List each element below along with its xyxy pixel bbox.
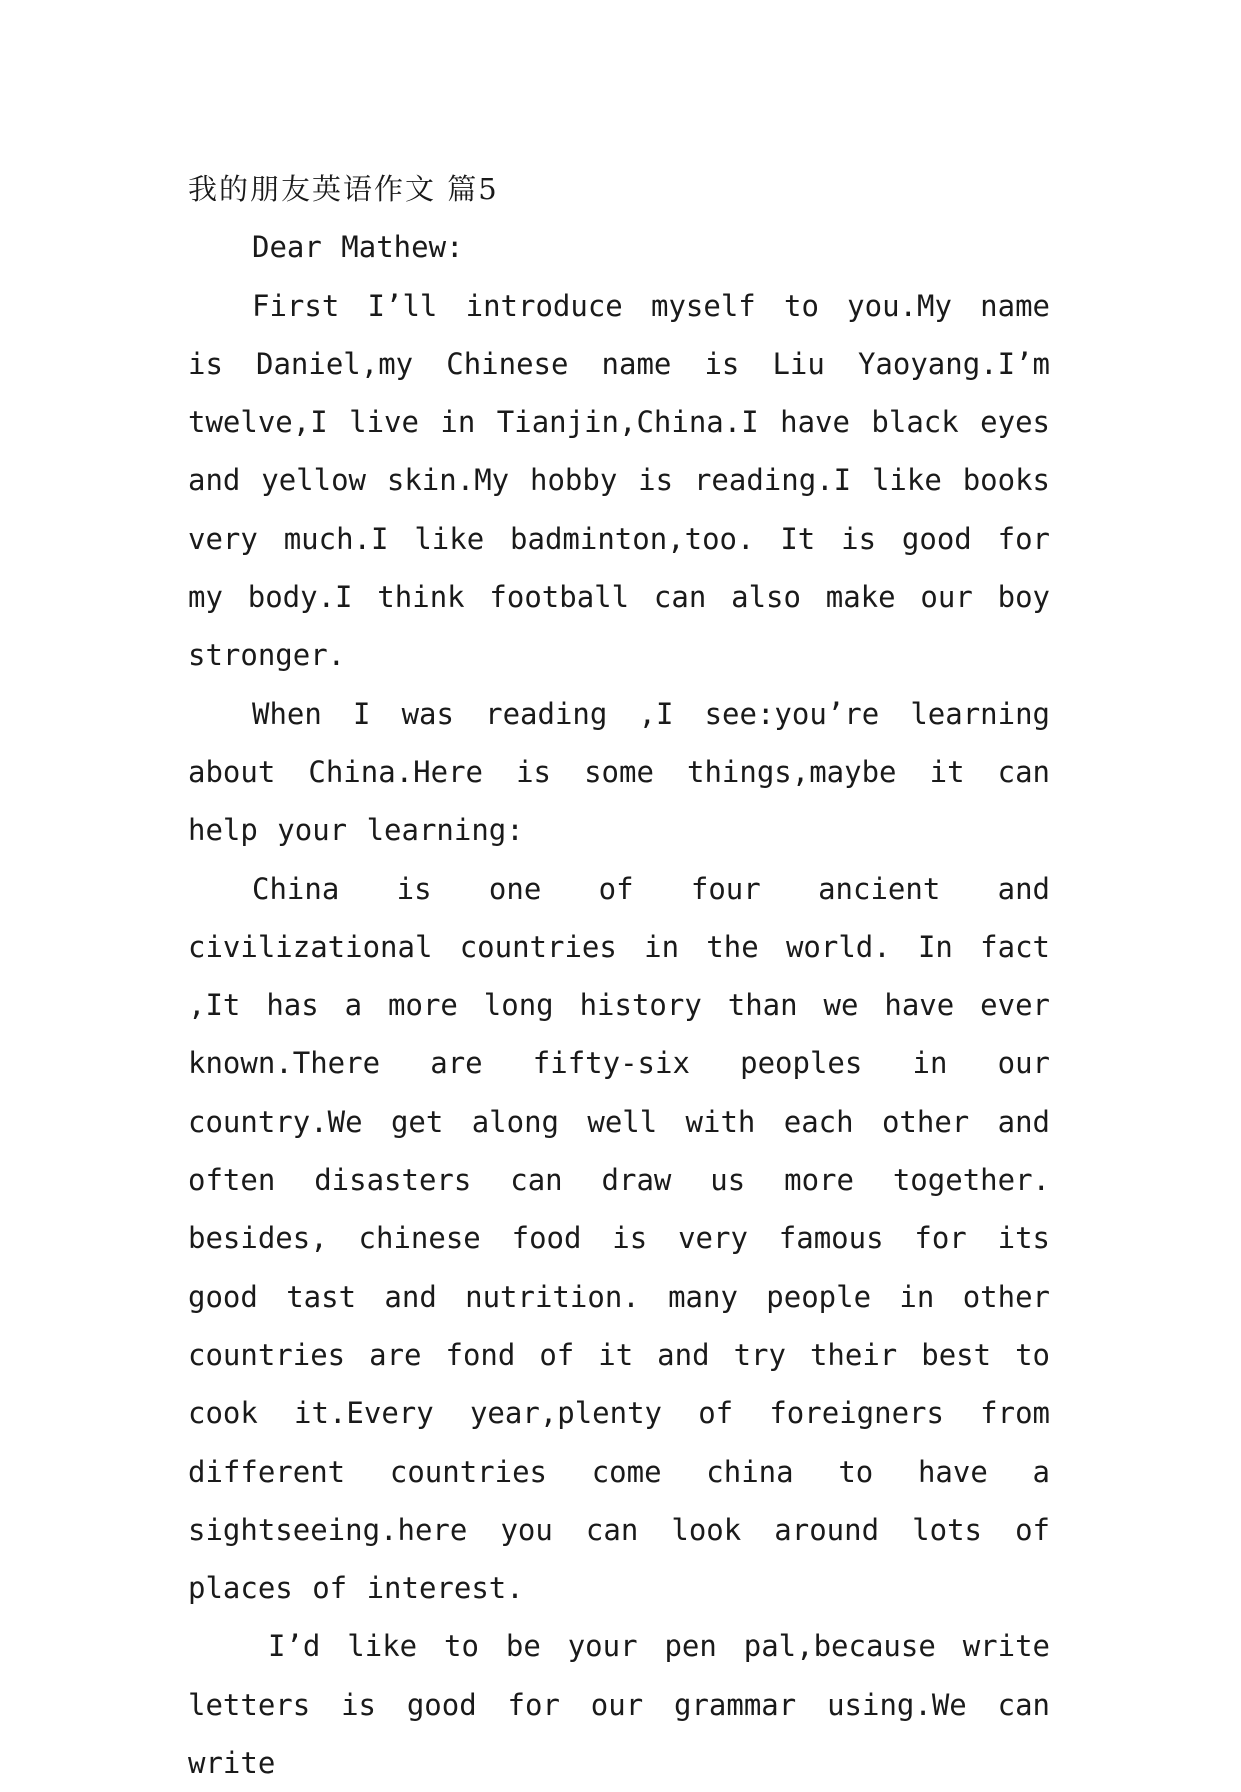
paragraph-pen-pal: I’d like to be your pen pal,because write letters is good for our grammar using.We can write xyxy=(188,1629,1050,1781)
letter-greeting: Dear Mathew: xyxy=(252,230,464,265)
paragraph-learning-china: When I was reading ,I see:you’re learning about China.Here is some things,maybe it can help your learning: xyxy=(188,696,1050,848)
document-heading: 我的朋友英语作文 篇5 xyxy=(188,172,499,206)
paragraph-introduction: First I’ll introduce myself to you.My name is Daniel,my Chinese name is Liu Yaoyang.I’m twelve,I live in Tianjin,China.I have black eyes and yellow skin.My hobby is reading.I like books very much.I like badminton,too. It is good for my body.I think football can also make our boy stronger. xyxy=(188,288,1050,673)
document-page xyxy=(188,160,1050,1792)
paragraph-about-china: China is one of four ancient and civilizational countries in the world. In fact ,It has a more long history than we have ever known.There are fifty-six peoples in our country.We get along well with each other and often disasters can draw us more together. besides, chinese food is very famous for its good tast and nutrition. many people in other countries are fond of it and try their best to cook it.Every year,plenty of foreigners from different countries come china to have a sightseeing.here you can look around lots of places of interest. xyxy=(188,871,1050,1606)
